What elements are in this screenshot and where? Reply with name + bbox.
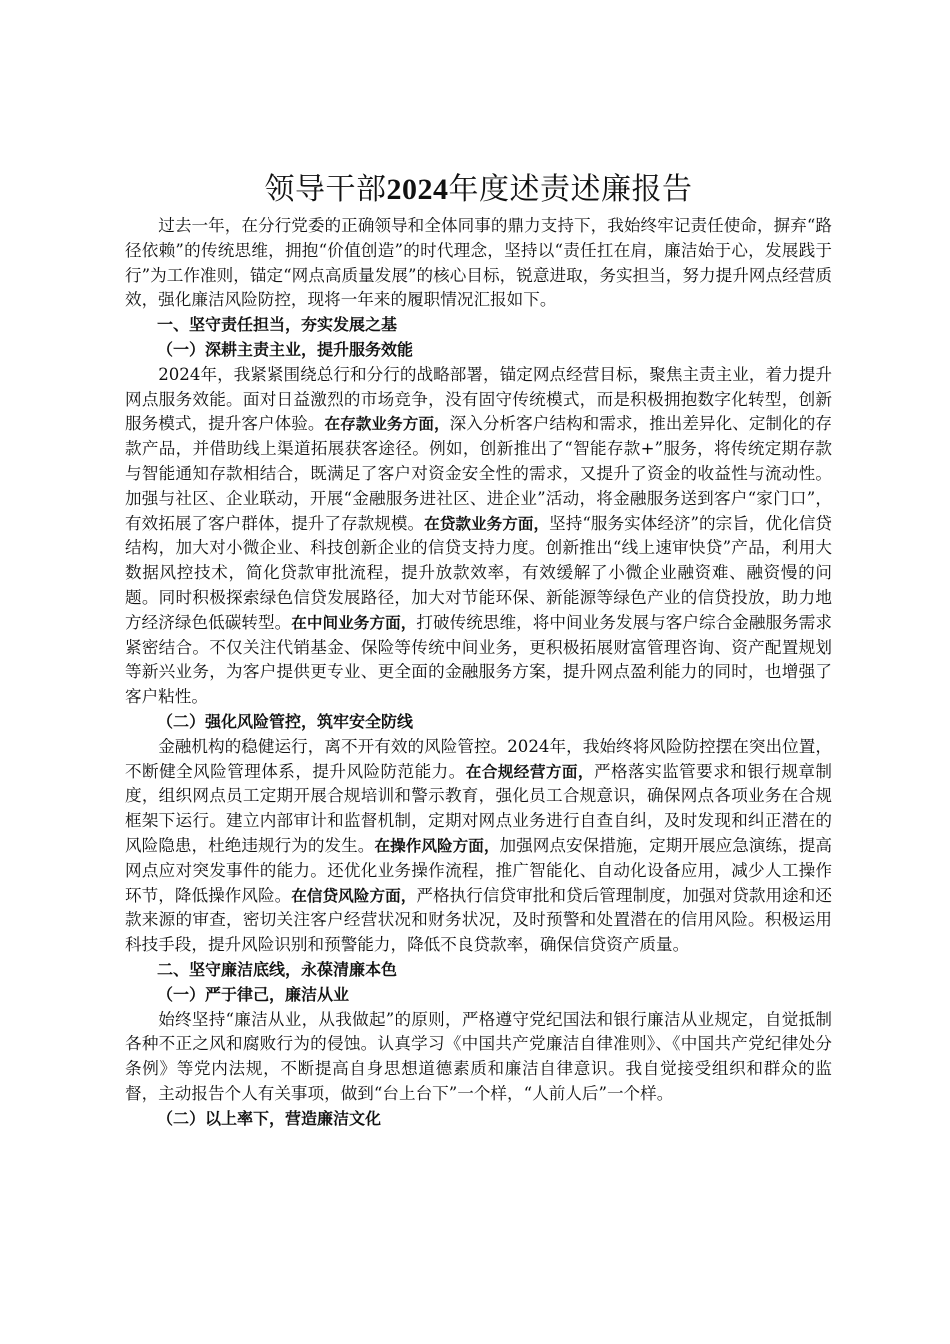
lead-loan-business: 在贷款业务方面， bbox=[424, 514, 550, 533]
section-2-heading: 二、坚守廉洁底线，永葆清廉本色 bbox=[157, 959, 398, 979]
paragraph-text: 打破传统思维，将中间业务发展与客户综合金融服务需求紧密结合。不仅关注代销基金、保险等传统中间业务，更积极拓展财富管理咨询、资产配置规划等新兴业务，为客户提供更专业、更全面的金融服务方案，提升网点盈利能力的同时，也增强了客户粘性。 bbox=[125, 612, 833, 707]
section-1-heading: 一、坚守责任担当，夯实发展之基 bbox=[157, 315, 398, 335]
paragraph-text: 严格执行信贷审批和贷后管理制度，加强对贷款用途和还款来源的审查，密切关注客户经营状况和财务状况，及时预警和处置潜在的信用风险。积极运用科技手段，提升风险识别和预警能力，降低不良贷款率，确保信贷资产质量。 bbox=[125, 885, 833, 955]
section-1-2-paragraph bbox=[125, 735, 832, 958]
paragraph-text: 坚持“服务实体经济”的宗旨，优化信贷结构，加大对小微企业、科技创新企业的信贷支持力度。创新推出“线上速审快贷”产品，利用大数据风控技术，简化贷款审批流程，提升放款效率，有效缓解了小微企业融资难、融资慢的问题。同时积极探索绿色信贷发展路径，加大对节能环保、新能源等绿色产业的信贷投放，助力地方经济绿色低碳转型。 bbox=[125, 513, 832, 632]
lead-intermediary-business: 在中间业务方面， bbox=[291, 613, 417, 632]
document-body bbox=[125, 170, 832, 1131]
document-title bbox=[125, 170, 832, 210]
section-2-1-heading: （一）严于律己，廉洁从业 bbox=[157, 984, 350, 1004]
paragraph-text: 严格落实监管要求和银行规章制度，组织网点员工定期开展合规培训和警示教育，强化员工合规意识，确保网点各项业务在合规框架下运行。建立内部审计和监督机制，定期对网点业务进行自查自纠，及时发现和纠正潜在的风险隐患，杜绝违规行为的发生。 bbox=[125, 761, 833, 855]
lead-operational-risk: 在操作风险方面， bbox=[374, 836, 500, 855]
title-prefix: 领导干部 bbox=[264, 172, 387, 207]
paragraph-text: 加强网点安保措施，定期开展应急演练，提高网点应对突发事件的能力。还优化业务操作流程，推广智能化、自动化设备应用，减少人工操作环节，降低操作风险。 bbox=[125, 835, 833, 905]
section-2-1-paragraph: 始终坚持“廉洁从业，从我做起”的原则，严格遵守党纪国法和银行廉洁从业规定，自觉抵制各种不正之风和腐败行为的侵蚀。认真学习《中国共产党廉洁自律准则》、《中国共产党纪律处分条例》等党内法规，不断提高自身思想道德素质和廉洁自律意识。我自觉接受组织和群众的监督，主动报告个人有关事项，做到“台上台下”一个样，“人前人后”一个样。 bbox=[125, 1009, 832, 1103]
lead-compliance: 在合规经营方面， bbox=[465, 762, 594, 781]
section-1-1-paragraph bbox=[125, 363, 832, 710]
intro-paragraph: 过去一年，在分行党委的正确领导和全体同事的鼎力支持下，我始终牢记责任使命，摒弃“路径依赖”的传统思维，拥抱“价值创造”的时代理念，坚持以“责任扛在肩，廉洁始于心，发展践于行”为工作准则，锚定“网点高质量发展”的核心目标，锐意进取，务实担当，努力提升网点经营质效，强化廉洁风险防控，现将一年来的履职情况汇报如下。 bbox=[125, 216, 832, 310]
title-year: 2024 bbox=[386, 173, 449, 206]
section-2-2-heading: （二）以上率下，营造廉洁文化 bbox=[157, 1108, 382, 1128]
paragraph-text: 2024年，我紧紧围绕总行和分行的战略部署，锚定网点经营目标，聚焦主责主业，着力提升网点服务效能。面对日益激烈的市场竞争，没有固守传统模式，而是积极拥抱数字化转型，创新服务模式，提升客户体验。 bbox=[125, 364, 832, 434]
lead-credit-risk: 在信贷风险方面， bbox=[291, 886, 417, 905]
paragraph-text: 深入分析客户结构和需求，推出差异化、定制化的存款产品，并借助线上渠道拓展获客途径。例如，创新推出了“智能存款+”服务，将传统定期存款与智能通知存款相结合，既满足了客户对资金安全性的需求，又提升了资金的收益性与流动性。加强与社区、企业联动，开展“金融服务进社区、进企业”活动，将金融服务送到客户“家门口”，有效拓展了客户群体，提升了存款规模。 bbox=[125, 414, 832, 533]
section-1-1-heading: （一）深耕主责主业，提升服务效能 bbox=[157, 339, 414, 359]
paragraph-text: 金融机构的稳健运行，离不开有效的风险管控。2024年，我始终将风险防控摆在突出位置，不断健全风险管理体系，提升风险防范能力。 bbox=[125, 736, 832, 781]
title-suffix: 年度述责述廉报告 bbox=[448, 172, 693, 207]
lead-deposit-business: 在存款业务方面， bbox=[324, 415, 450, 434]
section-1-2-heading: （二）强化风险管控，筑牢安全防线 bbox=[157, 711, 414, 731]
